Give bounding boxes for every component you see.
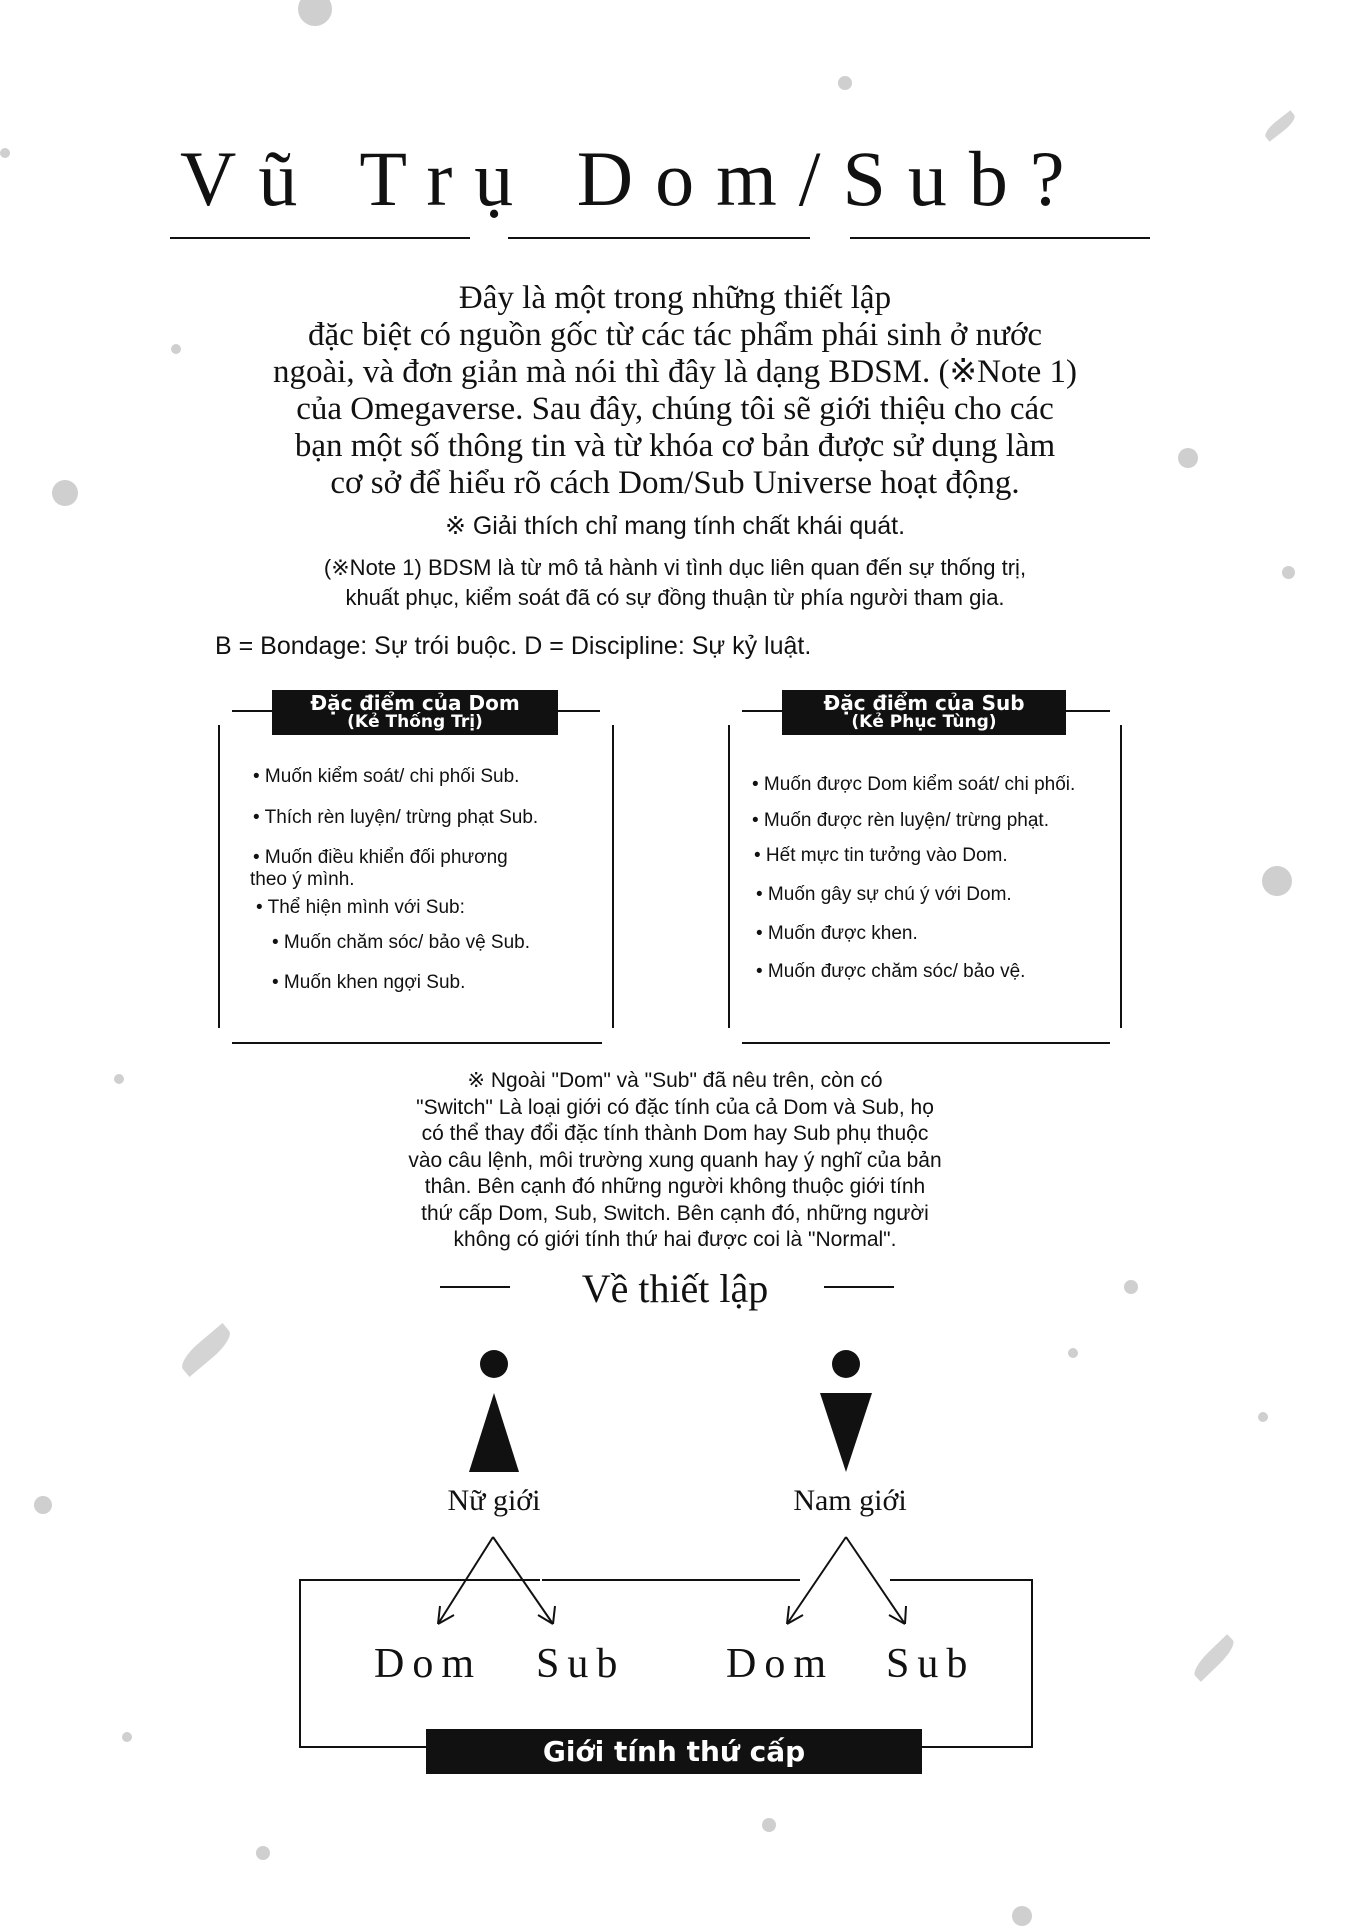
bdsm-definition: B = Bondage: Sự trói buộc. D = Discipline: Sự kỷ luật. <box>215 632 812 660</box>
sub-trait: • Muốn gây sự chú ý với Dom. <box>756 884 1012 905</box>
dom-panel-subtitle: (Kẻ Thống Trị) <box>347 712 483 732</box>
male-icon <box>820 1350 872 1472</box>
sub-trait: • Hết mực tin tưởng vào Dom. <box>754 845 1008 866</box>
female-label: Nữ giới <box>447 1484 541 1517</box>
sub-panel-subtitle: (Kẻ Phục Tùng) <box>851 712 997 732</box>
intro-line: cơ sở để hiểu rõ cách Dom/Sub Universe hoạt động. <box>330 465 1020 501</box>
male-dom-label: Dom <box>726 1641 834 1687</box>
note-line: (※Note 1) BDSM là từ mô tả hành vi tình dục liên quan đến sự thống trị, <box>323 555 1027 580</box>
disclaimer: ※ Giải thích chỉ mang tính chất khái quát. <box>444 512 906 540</box>
sub-trait: • Muốn được Dom kiểm soát/ chi phối. <box>752 774 1076 795</box>
female-icon <box>469 1350 519 1472</box>
intro-line: ngoài, và đơn giản mà nói thì đây là dạng BDSM. (※Note 1) <box>273 354 1077 390</box>
setting-title: Về thiết lập <box>581 1266 769 1311</box>
switch-note-line: "Switch" Là loại giới có đặc tính của cả Dom và Sub, họ <box>416 1095 934 1119</box>
intro-line: đặc biệt có nguồn gốc từ các tác phẩm phái sinh ở nước <box>307 317 1043 353</box>
note-line: khuất phục, kiểm soát đã có sự đồng thuận từ phía người tham gia. <box>345 585 1005 610</box>
page-title: Vũ Trụ Dom/Sub? <box>180 135 1087 222</box>
intro-line: của Omegaverse. Sau đây, chúng tôi sẽ giới thiệu cho các <box>296 391 1054 427</box>
sub-panel-title: Đặc điểm của Sub <box>823 691 1025 715</box>
female-sub-label: Sub <box>536 1641 626 1687</box>
sub-trait: • Muốn được rèn luyện/ trừng phạt. <box>752 810 1049 831</box>
dom-trait: • Muốn điều khiển đối phương <box>253 847 508 868</box>
switch-note-line: có thể thay đổi đặc tính thành Dom hay Sub phụ thuộc <box>421 1122 929 1145</box>
secondary-gender-banner: Giới tính thứ cấp <box>426 1729 922 1774</box>
intro-line: bạn một số thông tin và từ khóa cơ bản được sử dụng làm <box>294 428 1056 464</box>
switch-note-line: thứ cấp Dom, Sub, Switch. Bên cạnh đó, những người <box>421 1201 929 1225</box>
sub-trait: • Muốn được khen. <box>756 923 918 944</box>
dom-trait: • Muốn khen ngợi Sub. <box>272 972 466 993</box>
intro-line: Đây là một trong những thiết lập <box>458 280 892 316</box>
dom-trait: • Muốn kiểm soát/ chi phối Sub. <box>253 766 520 787</box>
dom-panel-title: Đặc điểm của Dom <box>310 691 520 715</box>
male-label: Nam giới <box>793 1484 907 1517</box>
dom-trait: • Muốn chăm sóc/ bảo vệ Sub. <box>272 932 531 953</box>
sub-trait: • Muốn được chăm sóc/ bảo vệ. <box>756 961 1026 982</box>
switch-note-line: vào câu lệnh, môi trường xung quanh hay ý nghĩ của bản <box>408 1148 942 1172</box>
switch-note-line: ※ Ngoài "Dom" và "Sub" đã nêu trên, còn có <box>467 1069 883 1092</box>
switch-note-line: không có giới tính thứ hai được coi là "Normal". <box>453 1228 897 1251</box>
dom-trait: • Thích rèn luyện/ trừng phạt Sub. <box>253 807 539 828</box>
dom-trait: theo ý mình. <box>250 869 355 890</box>
male-sub-label: Sub <box>886 1641 976 1687</box>
dom-trait: • Thể hiện mình với Sub: <box>256 897 465 918</box>
female-dom-label: Dom <box>374 1641 482 1687</box>
switch-note-line: thân. Bên cạnh đó những người không thuộc giới tính <box>424 1175 926 1198</box>
